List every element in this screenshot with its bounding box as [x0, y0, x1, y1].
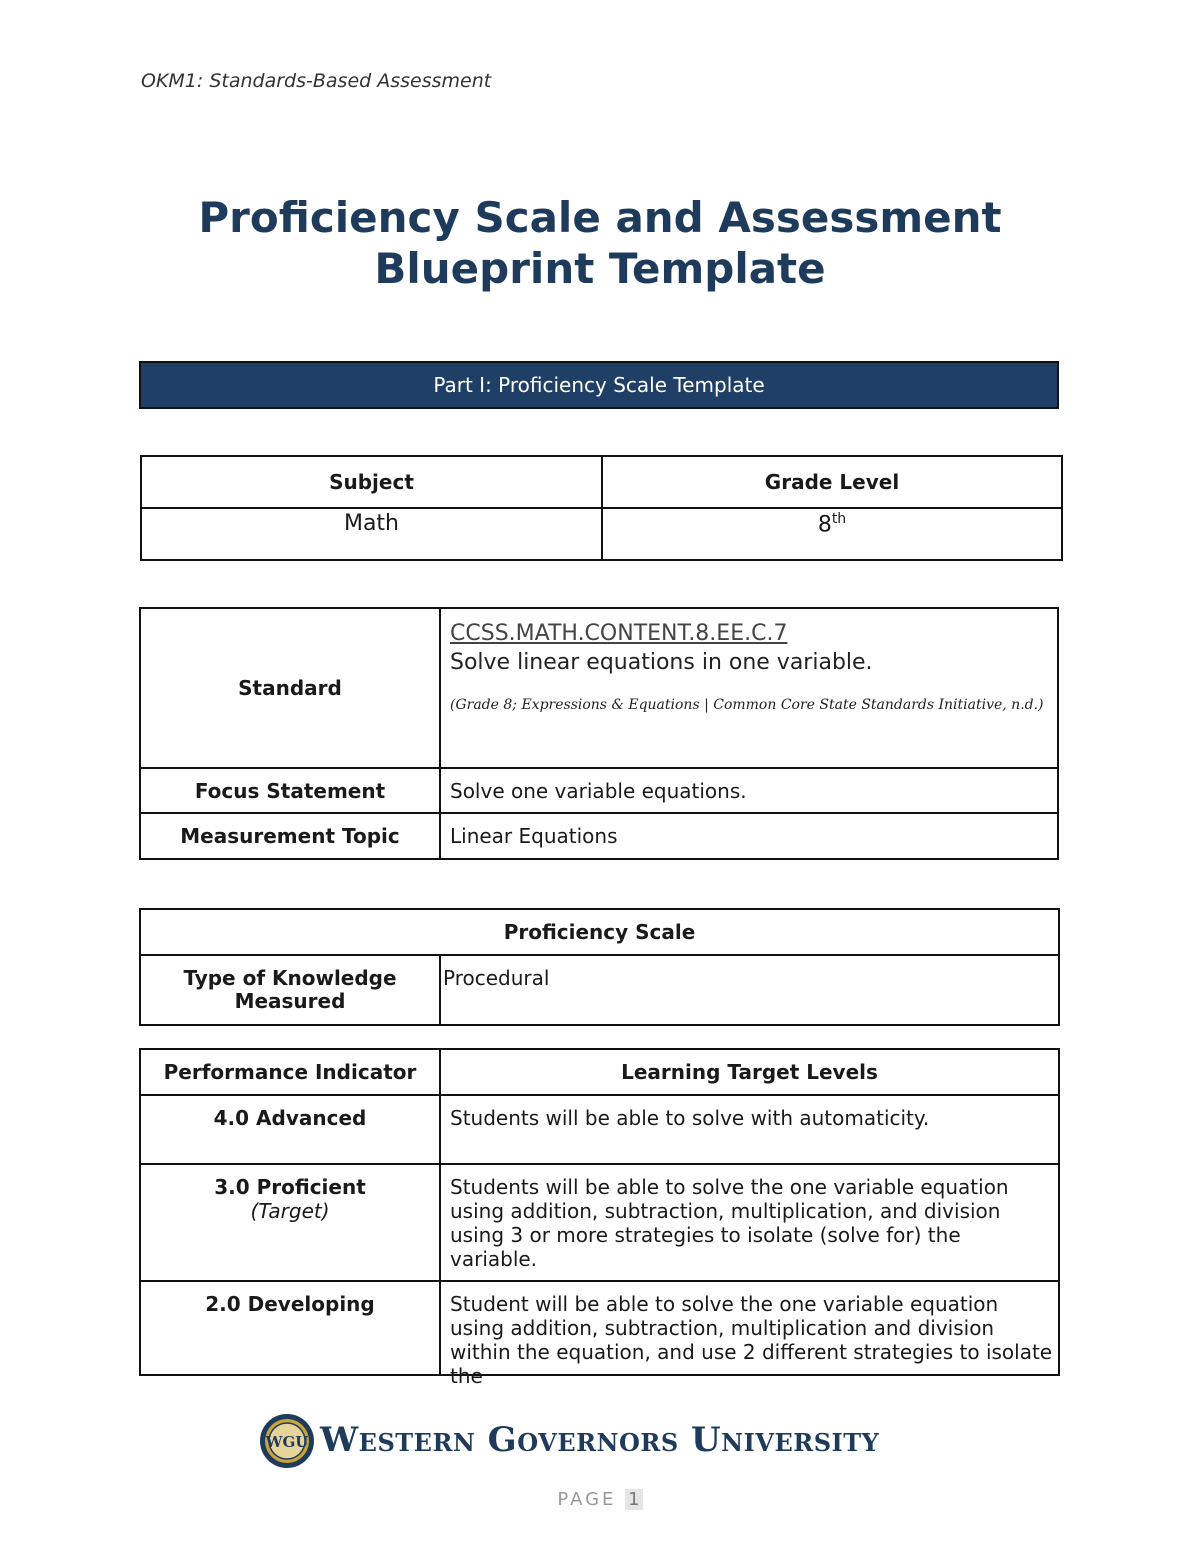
topic-value: Linear Equations — [440, 813, 1058, 859]
grade-suffix: th — [831, 511, 847, 527]
topic-label: Measurement Topic — [140, 813, 440, 859]
standard-code-link[interactable]: CCSS.MATH.CONTENT.8.EE.C.7 — [450, 621, 788, 646]
performance-table — [139, 1048, 1060, 1388]
wgu-wordmark: Western Governors University — [320, 1420, 880, 1460]
title-line-1: Proficiency Scale and Assessment — [198, 193, 1002, 242]
standard-citation: (Grade 8; Expressions & Equations | Common Core State Standards Initiative, n.d.) — [450, 697, 1044, 713]
level-3-cell — [140, 1164, 440, 1281]
focus-value: Solve one variable equations. — [440, 768, 1058, 813]
page-label: PAGE — [557, 1489, 617, 1510]
subject-header: Subject — [141, 456, 602, 508]
grade-value: 8 — [817, 512, 832, 538]
standard-text: Solve linear equations in one variable. — [450, 650, 873, 675]
standard-label: Standard — [140, 608, 440, 768]
learning-target-header: Learning Target Levels — [440, 1049, 1059, 1095]
performance-indicator-header: Performance Indicator — [140, 1049, 440, 1095]
level-3-target: Students will be able to solve the one variable equation using addition, subtraction, multiplication, and division using 3 or more strategies to isolate (solve for) the variable. — [440, 1164, 1059, 1281]
level-2-target — [440, 1281, 1059, 1388]
subject-grade-table — [140, 455, 1063, 561]
level-2-label: 2.0 Developing — [140, 1281, 440, 1375]
part-banner: Part I: Proficiency Scale Template — [139, 361, 1059, 409]
level-3-note: (Target) — [250, 1199, 330, 1223]
grade-value-cell — [602, 508, 1062, 560]
page-title — [0, 192, 1200, 294]
proficiency-scale-header: Proficiency Scale — [140, 909, 1059, 955]
document-header: OKM1: Standards-Based Assessment — [141, 70, 492, 92]
grade-header: Grade Level — [602, 456, 1062, 508]
page-number — [0, 1489, 1200, 1510]
svg-text:WGU: WGU — [265, 1433, 309, 1451]
standard-table — [139, 607, 1059, 860]
knowledge-value: Procedural — [440, 955, 1059, 1025]
level-3-label: 3.0 Proficient — [214, 1175, 366, 1199]
subject-value: Math — [141, 508, 602, 560]
proficiency-scale-table — [139, 908, 1060, 1026]
wgu-seal-icon — [258, 1412, 316, 1470]
level-2-target-text: Student will be able to solve the one variable equation using addition, subtraction, multiplication and division within the equation, and use 2 different strategies to isolate the — [450, 1292, 1053, 1388]
knowledge-label: Type of Knowledge Measured — [140, 955, 440, 1025]
wgu-logo — [258, 1412, 908, 1468]
standard-cell — [440, 608, 1058, 768]
page-number-value: 1 — [625, 1489, 642, 1510]
level-4-label: 4.0 Advanced — [140, 1095, 440, 1164]
level-4-target: Students will be able to solve with automaticity. — [440, 1095, 1059, 1164]
title-line-2: Blueprint Template — [374, 244, 826, 293]
focus-label: Focus Statement — [140, 768, 440, 813]
